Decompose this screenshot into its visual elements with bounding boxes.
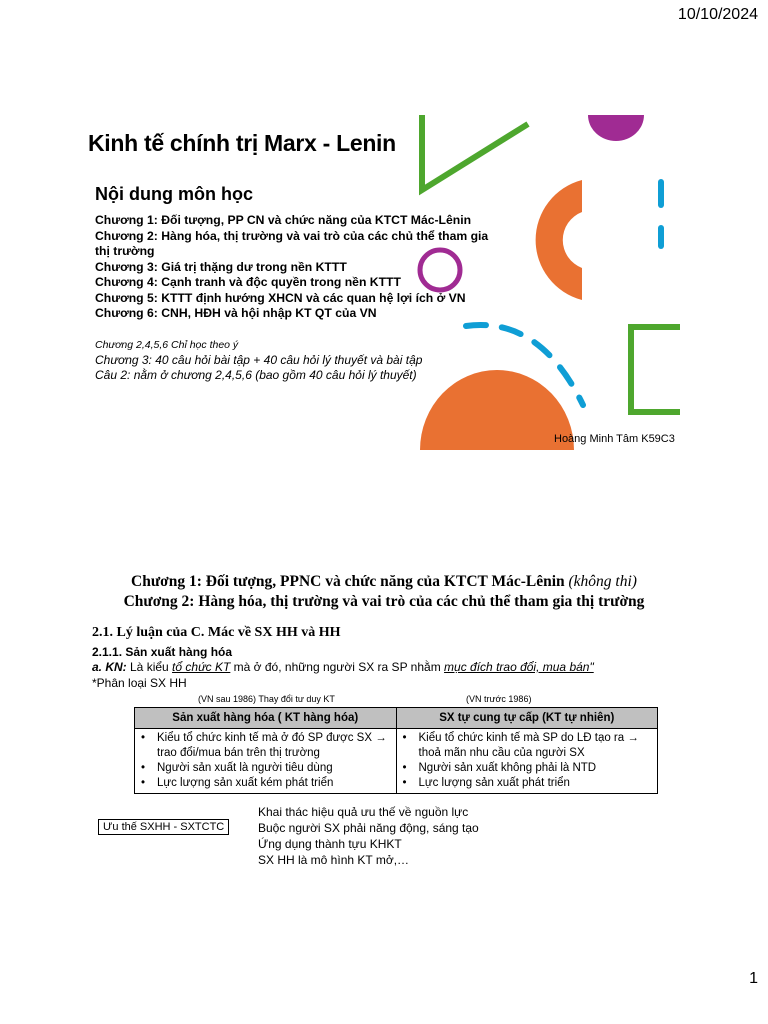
definition-text: mà ở đó, những người SX ra SP nhằm — [230, 660, 445, 674]
definition-underlined: tổ chức KT — [172, 660, 231, 674]
definition-text: Là kiểu — [126, 660, 173, 674]
subsection-heading: 2.1.1. Sản xuất hàng hóa — [92, 645, 233, 659]
note-line: Câu 2: nằm ở chương 2,4,5,6 (bao gồm 40 câu hỏi lý thuyết) — [95, 368, 417, 382]
table-row — [135, 729, 658, 794]
chapter-item: Chương 5: KTTT định hướng XHCN và các quan hệ lợi ích ở VN — [95, 290, 466, 305]
column-caption-left: (VN sau 1986) Thay đổi tư duy KT — [198, 694, 335, 704]
chapter1-heading — [0, 573, 768, 591]
section-heading: 2.1. Lý luận của C. Mác về SX HH và HH — [92, 625, 341, 640]
section-title: Nội dung môn học — [95, 184, 253, 204]
classification-label: *Phân loại SX HH — [92, 676, 187, 690]
table-cell — [135, 729, 397, 794]
table-cell — [396, 729, 658, 794]
definition-underlined: mục đích trao đổi, mua bán" — [444, 660, 594, 674]
chapter-item: Chương 1: Đối tượng, PP CN và chức năng của KTCT Mác-Lênin — [95, 213, 472, 227]
table-header-cell: Sản xuất hàng hóa ( KT hàng hóa) — [135, 708, 397, 729]
chapter-list — [95, 213, 495, 322]
definition-line — [92, 660, 594, 674]
chapter-item: Chương 2: Hàng hóa, thị trường và vai trò của các chủ thể tham gia thị trường — [95, 228, 489, 258]
chapter-item: Chương 6: CNH, HĐH và hội nhập KT QT của VN — [95, 306, 377, 320]
list-item: • Người sản xuất không phải là NTD — [419, 761, 654, 776]
note-line: Chương 3: 40 câu hỏi bài tập + 40 câu hỏi lý thuyết và bài tập — [95, 353, 423, 367]
green-triangle-shape — [422, 115, 528, 190]
purple-semicircle-shape — [588, 115, 644, 141]
definition-label: a. KN: — [92, 660, 127, 674]
advantage-list — [258, 804, 479, 868]
chapter1-heading-note: (không thi) — [568, 573, 637, 590]
list-item: SX HH là mô hình KT mở,… — [258, 853, 410, 867]
print-date: 10/10/2024 — [677, 6, 758, 23]
list-item: • Lực lượng sản xuất kém phát triển — [157, 776, 392, 791]
list-item: Buộc người SX phải năng động, sáng tạo — [258, 821, 479, 835]
advantage-label-box: Ưu thế SXHH - SXTCTC — [98, 819, 229, 835]
author-name: Hoàng Minh Tâm K59C3 — [554, 433, 675, 445]
chapter-item: Chương 4: Cạnh tranh và độc quyền trong nền KTTT — [95, 275, 401, 289]
list-item: Khai thác hiệu quả ưu thế về nguồn lực — [258, 805, 469, 819]
note-line: Chương 2,4,5,6 Chỉ học theo ý — [95, 339, 239, 351]
chapter-item: Chương 3: Giá trị thặng dư trong nền KTTT — [95, 259, 347, 274]
orange-ring-shape — [536, 180, 582, 300]
list-item: Ứng dụng thành tựu KHKT — [258, 837, 402, 851]
list-item: • Kiểu tổ chức kinh tế mà SP do LĐ tạo ra → thoả mãn nhu cầu của người SX — [419, 731, 654, 761]
slide-title: Kinh tế chính trị Marx - Lenin — [88, 130, 396, 156]
green-bracket-shape — [631, 327, 680, 412]
list-item: • Kiểu tổ chức kinh tế mà ở đó SP được SX → trao đổi/mua bán trên thị trường — [157, 731, 392, 761]
chapter2-heading: Chương 2: Hàng hóa, thị trường và vai trò của các chủ thể tham gia thị trường — [123, 593, 645, 610]
list-item: • Người sản xuất là người tiêu dùng — [157, 761, 392, 776]
chapter1-heading-text: Chương 1: Đối tượng, PPNC và chức năng của KTCT Mác-Lênin — [131, 573, 569, 590]
list-item: • Lực lượng sản xuất phát triển — [419, 776, 654, 791]
column-caption-right: (VN trước 1986) — [466, 694, 532, 704]
table-header-row — [135, 708, 658, 729]
table-header-cell: SX tự cung tự cấp (KT tự nhiên) — [396, 708, 658, 729]
comparison-table — [134, 707, 658, 794]
study-notes — [95, 338, 455, 383]
page-number: 1 — [749, 970, 758, 987]
